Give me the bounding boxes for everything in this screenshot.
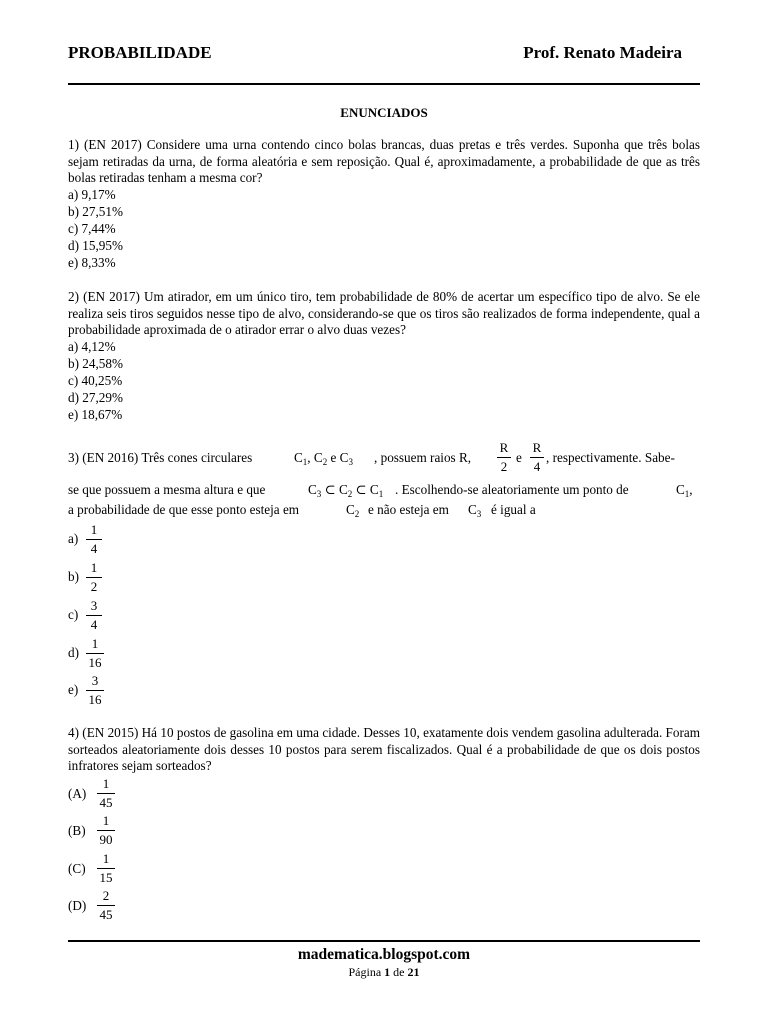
q4-option-d-fraction: 2 45: [97, 888, 115, 923]
q2-option-e: e) 18,67%: [68, 407, 123, 422]
question-4-text: 4) (EN 2015) Há 10 postos de gasolina em uma cidade. Desses 10, exatamente dois vendem gasolina adulterada. Foram sorteados aleatoriamente dois desses 10 postos para serem fiscalizados. Qual é a probabilidade de que os dois postos infratores sejam sorteados?: [68, 725, 700, 774]
header-rule: [68, 83, 700, 85]
q2-option-c: c) 40,25%: [68, 373, 123, 388]
q4-option-a-label: (A): [68, 786, 87, 801]
q4-option-a-fraction: 1 45: [97, 776, 115, 811]
page-number: 1: [384, 965, 391, 979]
q3-option-c-label: c): [68, 607, 79, 622]
q1-option-d: d) 15,95%: [68, 238, 123, 253]
q3-option-e-label: e): [68, 682, 79, 697]
q3-cones-list: $C_1$, $C_2$ e $C_3$: [294, 450, 353, 467]
q4-option-c-fraction: 1 15: [97, 851, 115, 886]
q3-option-c-fraction: 3 4: [86, 598, 102, 633]
section-title: ENUNCIADOS: [340, 105, 428, 120]
question-2-text: 2) (EN 2017) Um atirador, em um único tiro, tem probabilidade de 80% de acertar um específico tipo de alvo. Se ele realiza seis tiros seguidos nesse tipo de alvo, considerando-se que os tiros são realizados de forma independente, qual a probabilidade aproximada de o atirador errar o alvo duas vezes?: [68, 289, 700, 338]
q1-option-c: c) 7,44%: [68, 221, 116, 236]
q4-option-c-label: (C): [68, 861, 86, 876]
q1-option-e: e) 8,33%: [68, 255, 116, 270]
q4-option-d-label: (D): [68, 898, 87, 913]
q4-option-b-fraction: 1 90: [97, 813, 115, 848]
page-indicator: [0, 965, 768, 980]
q3-line3-end: é igual a: [491, 502, 536, 517]
q3-option-e-fraction: 3 16: [86, 673, 104, 708]
q3-option-a-label: a): [68, 531, 79, 546]
q3-subset-relation: $C_3$ ⊂ $C_2$ ⊂ $C_1$: [308, 482, 384, 499]
q4-option-b-label: (B): [68, 823, 86, 838]
q3-line3-start: a probabilidade de que esse ponto esteja em: [68, 502, 300, 517]
q3-option-a-fraction: 1 4: [86, 522, 102, 557]
question-1-text: 1) (EN 2017) Considere uma urna contendo cinco bolas brancas, duas pretas e três verdes. Suponha que três bolas sejam retiradas da urna, de forma aleatória e sem reposição. Qual é, aproximadamente, a probabilidade de que as três bolas retiradas tenham a mesma cor?: [68, 137, 700, 186]
q1-option-a: a) 9,17%: [68, 187, 116, 202]
q3-c2: $C_2$: [346, 502, 360, 519]
q3-line2-start: se que possuem a mesma altura e que: [68, 482, 266, 497]
q3-fraction-r-over-4: R 4: [530, 440, 544, 475]
q2-option-a: a) 4,12%: [68, 339, 116, 354]
q3-line2-mid: . Escolhendo-se aleatoriamente um ponto de: [395, 482, 629, 497]
q3-line3-mid: e não esteja em: [368, 502, 449, 517]
q3-line1-mid: , possuem raios R,: [374, 450, 472, 465]
q3-c1: $C_1$,: [676, 482, 693, 499]
footer-rule: [68, 940, 700, 942]
q1-option-b: b) 27,51%: [68, 204, 123, 219]
q3-and: e: [516, 450, 522, 465]
q3-line1-start: 3) (EN 2016) Três cones circulares: [68, 450, 253, 465]
q3-option-b-fraction: 1 2: [86, 560, 102, 595]
header-subject: PROBABILIDADE: [68, 43, 212, 62]
header-author: Prof. Renato Madeira: [523, 43, 682, 62]
of-word: de: [393, 965, 405, 979]
q2-option-b: b) 24,58%: [68, 356, 123, 371]
q3-option-d-label: d): [68, 645, 79, 660]
q3-option-d-fraction: 1 16: [86, 636, 104, 671]
q2-option-d: d) 27,29%: [68, 390, 123, 405]
q3-c3: $C_3$: [468, 502, 482, 519]
footer-site-link[interactable]: madematica.blogspot.com: [297, 946, 471, 963]
page-word: Página: [348, 965, 382, 979]
q3-option-b-label: b): [68, 569, 79, 584]
page-total: 21: [407, 965, 420, 979]
q3-fraction-r-over-2: R 2: [497, 440, 511, 475]
q3-line1-end: , respectivamente. Sabe-: [546, 450, 675, 465]
